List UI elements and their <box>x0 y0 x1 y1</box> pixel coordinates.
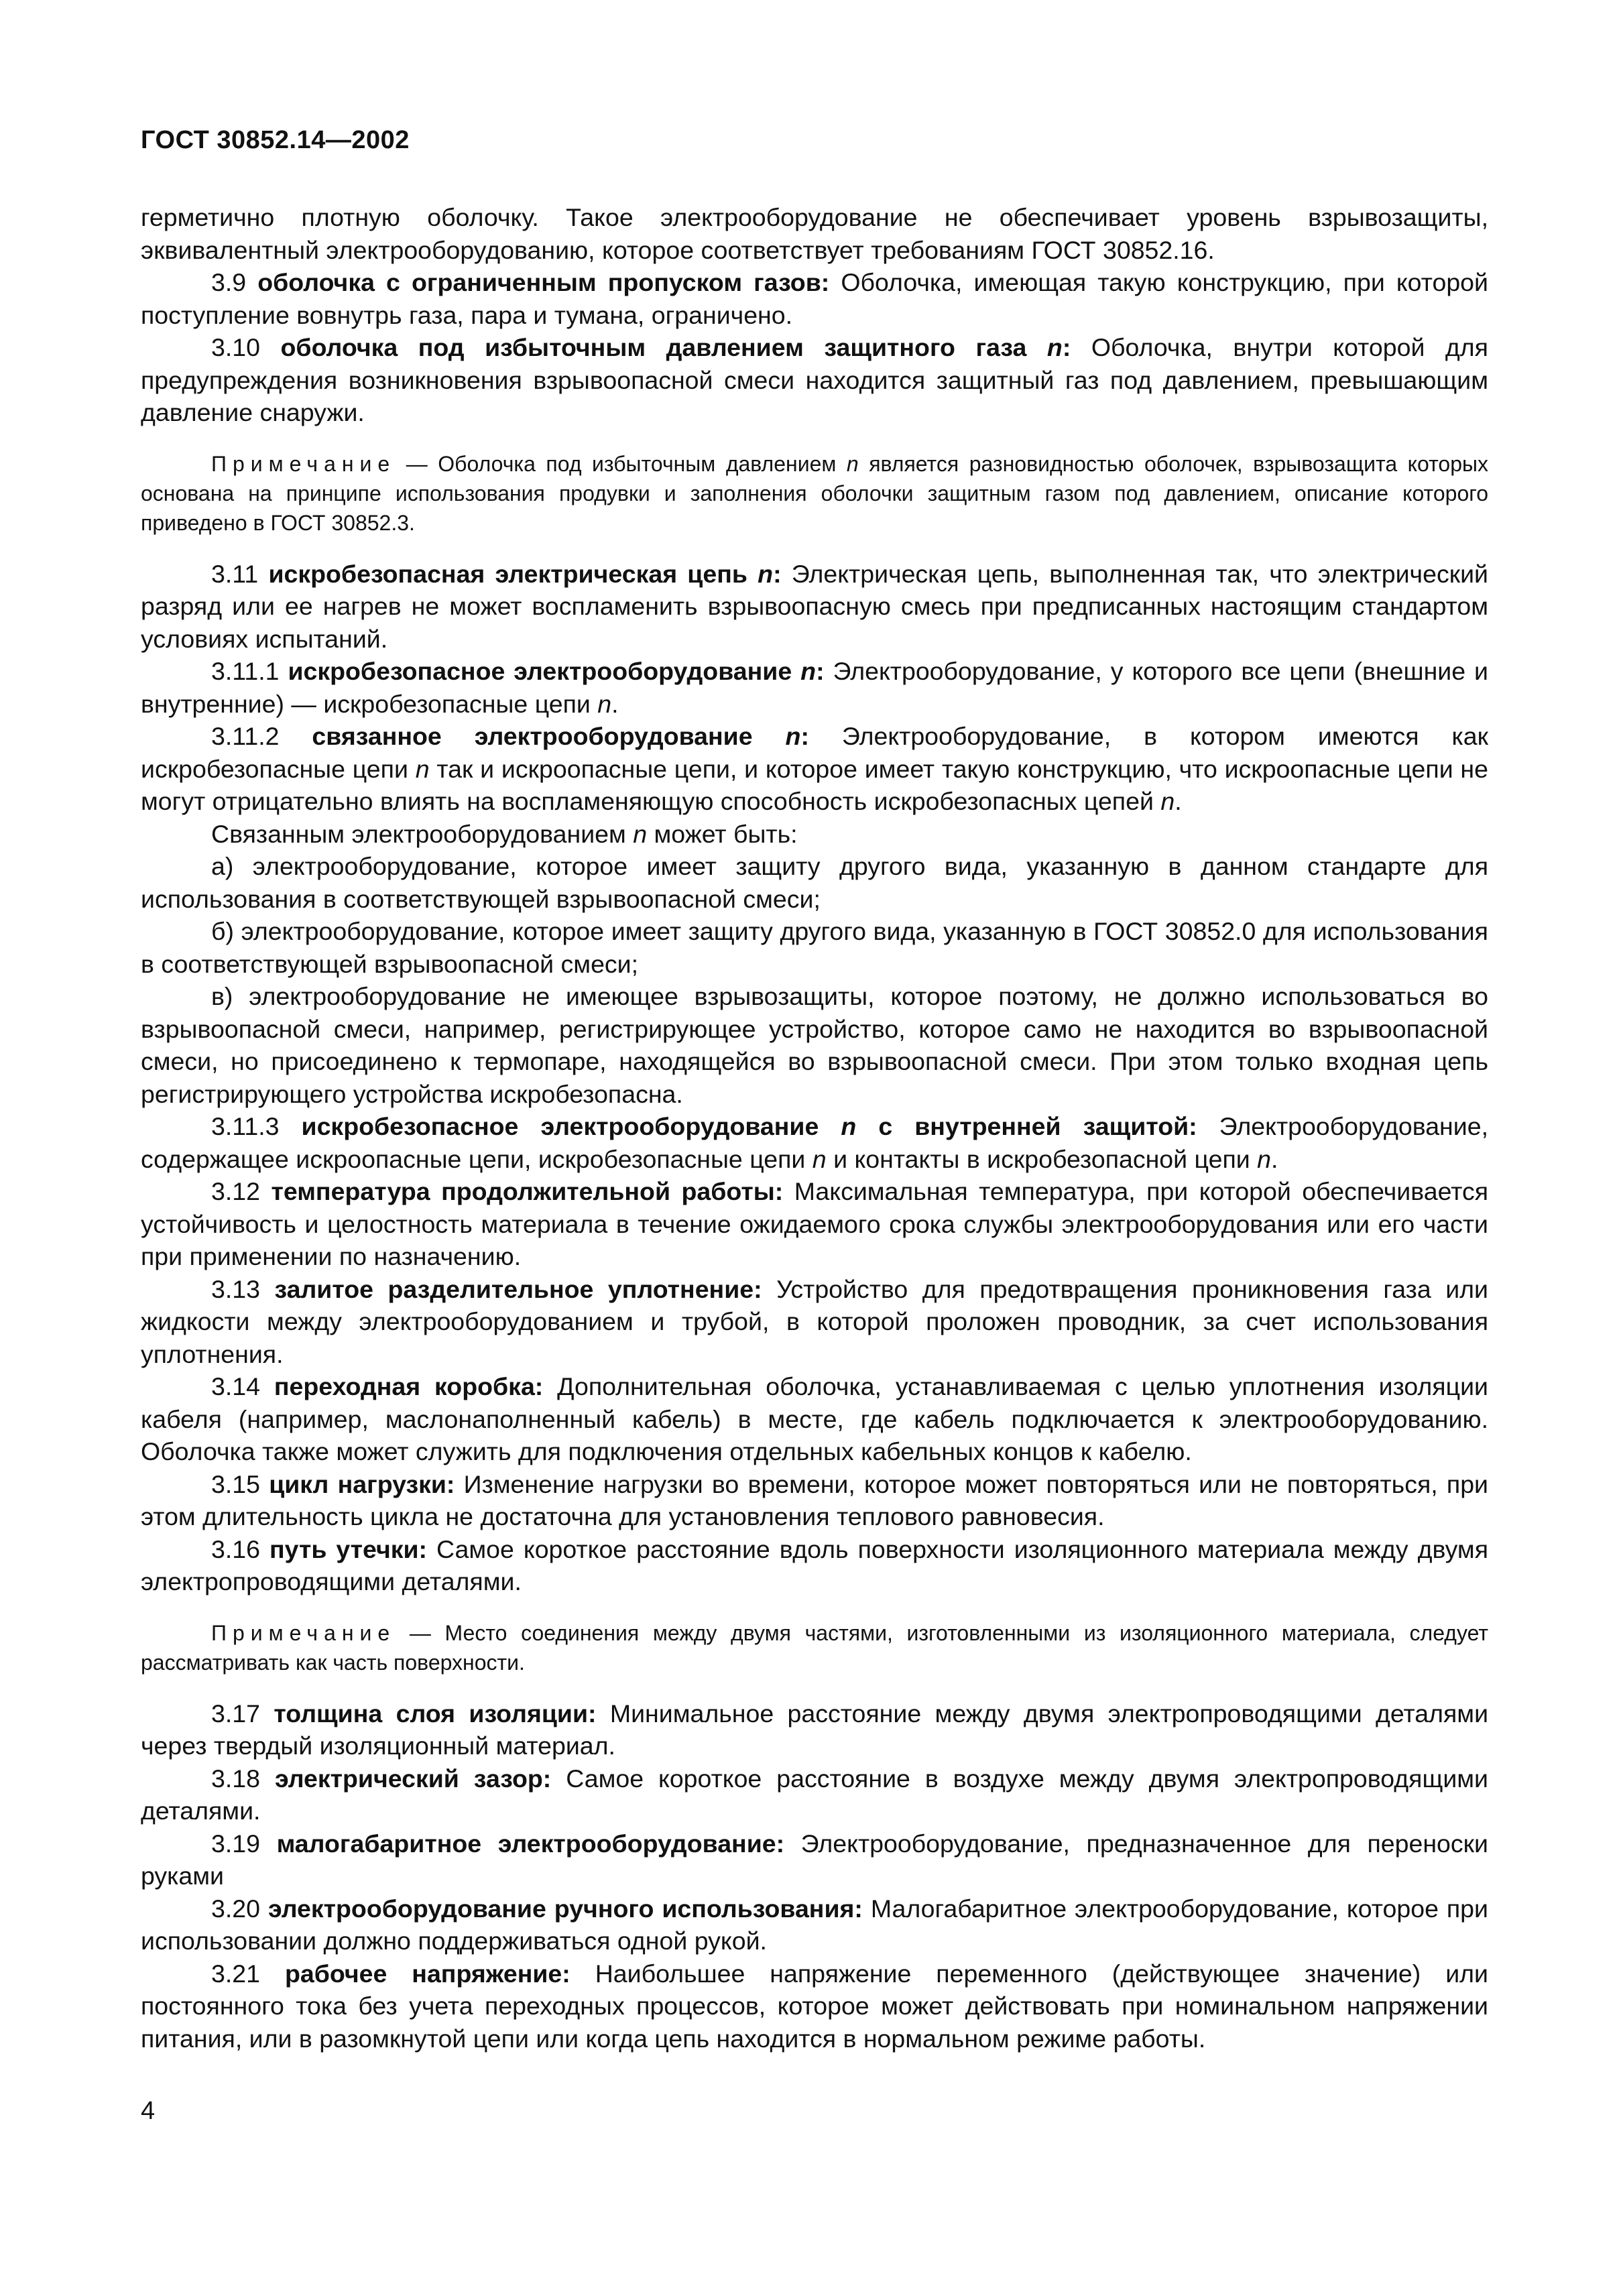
paragraph <box>141 1697 1488 1762</box>
term-text: n <box>1046 333 1063 361</box>
note-label: Примечание <box>211 1620 396 1645</box>
text-run: 3.11.2 <box>211 722 312 750</box>
text-run: 3.21 <box>211 1959 285 1988</box>
text-run: . <box>1270 1144 1278 1173</box>
term-text: температура продолжительной работы: <box>271 1177 784 1205</box>
term-text: n <box>785 722 801 750</box>
term-text: n <box>841 1112 857 1140</box>
term-text: рабочее напряжение: <box>284 1959 570 1988</box>
term-text: n <box>800 657 817 685</box>
text-run: Дополнительная оболочка, устанавливаемая с целью уплотнения изоляции кабеля (например, маслонаполненный кабель) в месте, где кабель подключается к электрооборудованию. Оболочка также может служить для подключения отдельных кабельных концов к кабелю. <box>141 1372 1488 1465</box>
text-run: n <box>633 819 648 848</box>
note-label: Примечание <box>211 451 396 476</box>
paragraph <box>141 201 1488 266</box>
paragraph <box>141 850 1488 915</box>
term-text: : <box>1062 333 1071 361</box>
term-text: связанное электрооборудование <box>312 722 786 750</box>
text-run: 3.11 <box>211 559 269 588</box>
text-run: Связанным электрооборудованием <box>211 819 634 848</box>
note-paragraph <box>141 1618 1488 1677</box>
text-run: n <box>1160 787 1175 815</box>
text-run: Устройство для предотвращения проникновения газа или жидкости между электрооборудованием и трубой, в которой проложен проводник, за счет использования уплотнения. <box>141 1274 1488 1368</box>
note-paragraph <box>141 449 1488 538</box>
text-run: герметично плотную оболочку. Такое электрооборудование не обеспечивает уровень взрывозащиты, эквивалентный электрооборудованию, которое соответствует требованиям ГОСТ 30852.16. <box>141 203 1488 264</box>
text-run: n <box>597 689 612 718</box>
text-run: 3.18 <box>211 1764 275 1793</box>
paragraph <box>141 1273 1488 1371</box>
paragraph <box>141 266 1488 331</box>
text-run: n <box>812 1144 827 1173</box>
text-run: Электрооборудование, предназначенное для переноски руками <box>141 1829 1488 1890</box>
text-run: Электрическая цепь, выполненная так, что электрический разряд или ее нагрев не может воспламенить взрывоопасную смесь при предписанных настоящим стандартом условиях испытаний. <box>141 559 1488 653</box>
text-run: и контакты в искробезопасной цепи <box>826 1144 1258 1173</box>
paragraph <box>141 655 1488 720</box>
text-run: 3.13 <box>211 1274 275 1303</box>
term-text: n <box>758 559 774 588</box>
paragraph <box>141 1957 1488 2055</box>
paragraph <box>141 818 1488 851</box>
paragraph <box>141 1468 1488 1533</box>
term-text: толщина слоя изоляции: <box>274 1699 597 1728</box>
text-run: 3.11.1 <box>211 657 288 685</box>
text-run: в) электрооборудование не имеющее взрывозащиты, которое поэтому, не должно использоваться во взрывоопасной смеси, например, регистрирующее устройство, которое само не находится во взрывоопасной смеси, но присоединено к термопаре, находящейся во взрывоопасной смеси. При этом только входная цепь регистрирующего устройства искробезопасна. <box>141 982 1488 1108</box>
paragraph <box>141 1892 1488 1957</box>
text-run: 3.15 <box>211 1469 269 1498</box>
text-run: Самое короткое расстояние в воздухе между двумя электропроводящими деталями. <box>141 1764 1488 1825</box>
text-run: — Оболочка под избыточным давлением <box>396 451 847 476</box>
paragraph <box>141 1110 1488 1175</box>
term-text: электрический зазор: <box>274 1764 552 1793</box>
paragraph <box>141 1533 1488 1598</box>
paragraph <box>141 980 1488 1110</box>
term-text: искробезопасная электрическая цепь <box>268 559 758 588</box>
term-text: оболочка с ограниченным пропуском газов: <box>257 268 830 296</box>
text-run: 3.16 <box>211 1534 269 1563</box>
text-run: 3.10 <box>211 333 281 361</box>
text-run: Самое короткое расстояние вдоль поверхности изоляционного материала между двумя электропроводящими деталями. <box>141 1534 1489 1595</box>
paragraph <box>141 558 1488 656</box>
term-text: малогабаритное электрооборудование: <box>276 1829 785 1858</box>
term-text: электрооборудование ручного использования: <box>267 1894 863 1923</box>
text-run: Электрооборудование, у которого все цепи (внешние и внутренние) — искробезопасные цепи <box>141 657 1488 718</box>
text-run: n <box>846 451 859 476</box>
term-text: : <box>816 657 825 685</box>
text-run: Изменение нагрузки во времени, которое может повторяться или не повторяться, при этом длительность цикла не достаточна для установления теплового равновесия. <box>141 1469 1489 1530</box>
text-run: Электрооборудование, содержащее искроопасные цепи, искробезопасные цепи <box>141 1112 1488 1173</box>
text-run: 3.9 <box>211 268 258 296</box>
term-text: : <box>800 722 809 750</box>
document-body <box>141 201 1488 2055</box>
text-run: может быть: <box>647 819 798 848</box>
text-run: Оболочка, имеющая такую конструкцию, при которой поступление вовнутрь газа, пара и тумана, ограничено. <box>141 268 1488 329</box>
term-text: путь утечки: <box>269 1534 428 1563</box>
paragraph <box>141 1762 1488 1827</box>
text-run: Максимальная температура, при которой обеспечивается устойчивость и целостность материала в течение ожидаемого срока службы электрооборудования или его части при применении по назначению. <box>141 1177 1489 1270</box>
text-run: Электрооборудование, в котором имеются как искробезопасные цепи <box>141 722 1488 783</box>
term-text: искробезопасное электрооборудование <box>288 657 801 685</box>
paragraph <box>141 331 1488 429</box>
text-run: так и искроопасные цепи, и которое имеет такую конструкцию, что искроопасные цепи не могут отрицательно влиять на воспламеняющую способность искробезопасных цепей <box>141 754 1489 815</box>
text-run: 3.17 <box>211 1699 274 1728</box>
term-text: переходная коробка: <box>274 1372 544 1400</box>
term-text: с внутренней защитой: <box>856 1112 1197 1140</box>
text-run: 3.20 <box>211 1894 268 1923</box>
text-run: . <box>1175 787 1182 815</box>
page-number: 4 <box>141 2097 156 2125</box>
text-run: а) электрооборудование, которое имеет защиту другого вида, указанную в данном стандарте для использования в соответствующей взрывоопасной смеси; <box>141 852 1488 913</box>
document-header: ГОСТ 30852.14—2002 <box>141 126 410 154</box>
term-text: : <box>773 559 782 588</box>
paragraph <box>141 1175 1488 1273</box>
text-run: Малогабаритное электрооборудование, которое при использовании должно поддерживаться одной рукой. <box>141 1894 1488 1955</box>
text-run: Минимальное расстояние между двумя электропроводящими деталями через твердый изоляционный материал. <box>141 1699 1489 1760</box>
text-run: n <box>1257 1144 1271 1173</box>
text-run: n <box>415 754 430 783</box>
text-run: Наибольшее напряжение переменного (действующее значение) или постоянного тока без учета переходных процессов, которое может действовать при номинальном напряжении питания, или в разомкнутой цепи или когда цепь находится в нормальном режиме работы. <box>141 1959 1489 2053</box>
text-run: 3.11.3 <box>211 1112 302 1140</box>
paragraph <box>141 720 1488 818</box>
text-run: Оболочка, внутри которой для предупреждения возникновения взрывоопасной смеси находится защитный газ под давлением, превышающим давление снаружи. <box>141 333 1488 426</box>
paragraph <box>141 1827 1488 1892</box>
text-run: 3.12 <box>211 1177 272 1205</box>
text-run: 3.19 <box>211 1829 277 1858</box>
paragraph <box>141 1370 1488 1468</box>
text-run: . <box>611 689 619 718</box>
text-run: б) электрооборудование, которое имеет защиту другого вида, указанную в ГОСТ 30852.0 для использования в соответствующей взрывоопасной смеси; <box>141 917 1488 978</box>
text-run: — Место соединения между двумя частями, изготовленными из изоляционного материала, следует рассматривать как часть поверхности. <box>141 1620 1488 1675</box>
term-text: оболочка под избыточным давлением защитного газа <box>280 333 1047 361</box>
paragraph <box>141 915 1488 980</box>
text-run: является разновидностью оболочек, взрывозащита которых основана на принципе использования продувки и заполнения оболочки защитным газом под давлением, описание которого приведено в ГОСТ 30852.3. <box>141 451 1489 535</box>
term-text: цикл нагрузки: <box>269 1469 455 1498</box>
text-run: 3.14 <box>211 1372 274 1400</box>
term-text: искробезопасное электрооборудование <box>301 1112 841 1140</box>
term-text: залитое разделительное уплотнение: <box>274 1274 762 1303</box>
